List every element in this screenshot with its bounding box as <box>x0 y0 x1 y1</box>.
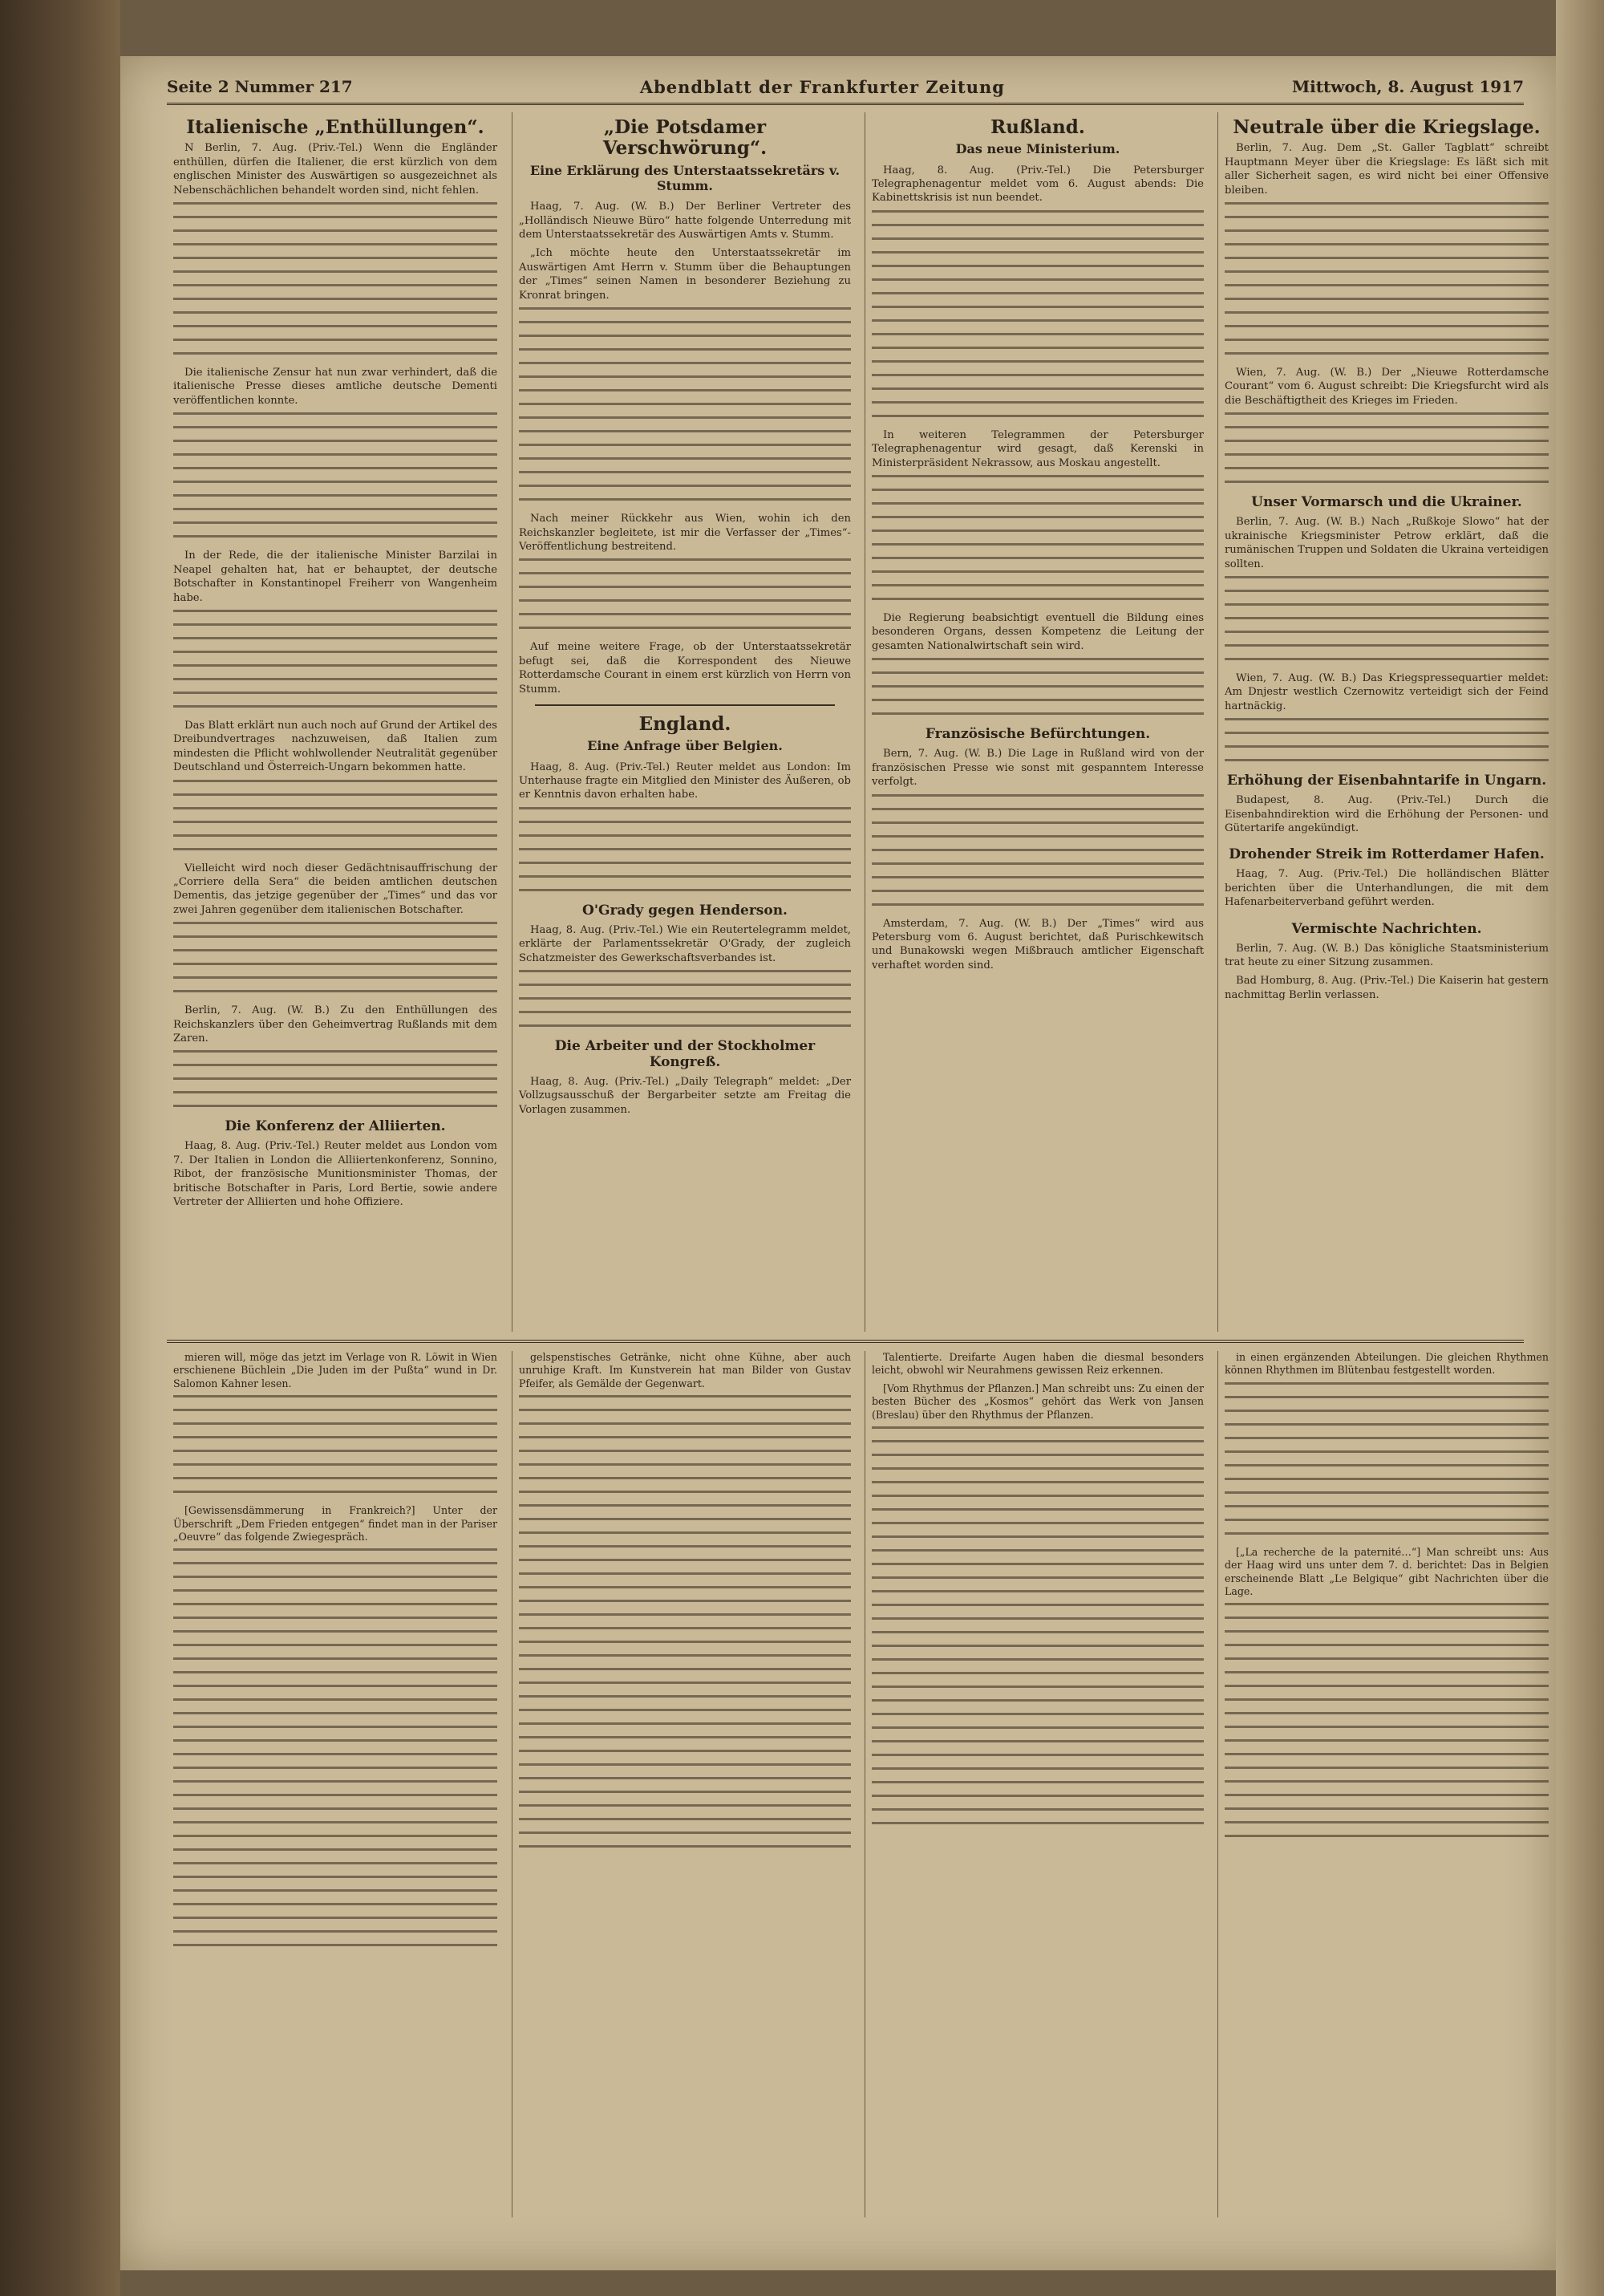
article-paragraph: Berlin, 7. Aug. (W. B.) Nach „Rußkoje Slowo“ hat der ukrainische Kriegsminister Petrow erklärt, daß die rumänischen Truppen und Soldaten die Ukraina verteidigen sollten. <box>1225 516 1549 570</box>
article-paragraph: Haag, 8. Aug. (Priv.-Tel.) Die Petersburger Telegraphenagentur meldet vom 6. August abends: Die Kabinettskrisis ist nun beendet. <box>872 164 1204 205</box>
section-heading: Unser Vormarsch und die Ukrainer. <box>1251 494 1522 511</box>
book-binding <box>0 0 120 2296</box>
text-block <box>173 412 497 537</box>
section-heading: Französische Befürchtungen. <box>925 726 1151 743</box>
article-paragraph: N Berlin, 7. Aug. (Priv.-Tel.) Wenn die Engländer enthüllen, dürfen die Italiener, die erst kürzlich von dem englischen Minister des Auswärtigen so ausgezeichnet als Nebenschächlichen behandelt worden sind, nicht fehlen. <box>173 142 497 197</box>
newspaper-page <box>120 56 1556 2270</box>
feuilleton-paragraph: gelspenstisches Getränke, nicht ohne Kühne, aber auch unruhige Kraft. Im Kunstverein hat man Bilder von Gustav Pfeifer, als Gemälde der Gegenwart. <box>519 1351 851 1389</box>
article-paragraph: Vielleicht wird noch dieser Gedächtnisauffrischung der „Corriere della Sera“ die beiden amtlichen deutschen Dementis, das jetzige gegenüber der „Times“ und das vor zwei Jahren gegenüber dem italienischen Botschafter. <box>173 862 497 916</box>
feuilleton-paragraph: in einen ergänzenden Abteilungen. Die gleichen Rhythmen können Rhythmen im Blütenbau festgestellt worden. <box>1225 1351 1549 1377</box>
text-block <box>1225 576 1549 660</box>
text-block <box>173 1395 497 1493</box>
feuilleton-paragraph: [Vom Rhythmus der Pflanzen.] Man schreibt uns: Zu einen der besten Bücher des „Kosmos“ gehört das Werk von Jansen (Breslau) über den Rhythmus der Pflanzen. <box>872 1381 1204 1421</box>
text-block <box>519 807 851 891</box>
section-heading: Die Konferenz der Alliierten. <box>225 1118 446 1135</box>
header-left: Seite 2 Nummer 217 <box>167 77 353 96</box>
article-paragraph: Budapest, 8. Aug. (Priv.-Tel.) Durch die Eisenbahndirektion wird die Erhöhung der Personen- und Gütertarife angekündigt. <box>1225 794 1549 834</box>
article-paragraph: Amsterdam, 7. Aug. (W. B.) Der „Times“ wird aus Petersburg vom 6. August berichtet, daß Purischkewitsch und Bunakowski wegen Mißbrauch amtlicher Eigenschaft verhaftet worden sind. <box>872 917 1204 972</box>
feuilleton-paragraph: mieren will, möge das jetzt im Verlage von R. Löwit in Wien erschienene Büchlein „Die Juden im der Pußta“ wund in Dr. Salomon Kahner lesen. <box>173 1351 497 1389</box>
text-block <box>173 1050 497 1107</box>
text-block <box>872 658 1204 715</box>
article-heading: „Die Potsdamer Verschwörung“. <box>602 116 768 160</box>
text-block <box>872 210 1204 417</box>
header-date: Mittwoch, 8. August 1917 <box>1292 77 1524 96</box>
feuilleton-column <box>512 1351 857 2217</box>
article-paragraph: Haag, 7. Aug. (W. B.) Der Berliner Vertreter des „Holländisch Nieuwe Büro“ hatte folgende Unterredung mit dem Unterstaatssekretär des Auswärtigen Amts v. Stumm. <box>519 201 851 241</box>
adjacent-page-edge <box>1556 0 1604 2296</box>
page-header <box>167 71 1524 105</box>
text-block <box>1225 202 1549 355</box>
article-subheading: Eine Erklärung des Unterstaatssekretärs v. Stumm. <box>529 162 840 194</box>
text-block <box>519 1395 851 1848</box>
article-paragraph: Haag, 8. Aug. (Priv.-Tel.) Reuter meldet aus London vom 7. Der Italien in London die Alliiertenkonferenz, Sonnino, Ribot, der französische Munitionsminister Thomas, der britische Botschafter in Paris, Lord Bertie, sowie andere Vertreter der Alliierten und hohe Offiziere. <box>173 1140 497 1208</box>
feuilleton-paragraph: [„La recherche de la paternité…“] Man schreibt uns: Aus der Haag wird uns unter dem 7. d. berichtet: Das in Belgien erscheinende Blatt „Le Belgique“ gibt Nachrichten über die Lage. <box>1225 1545 1549 1598</box>
text-block <box>519 558 851 629</box>
article-heading: England. <box>638 712 731 735</box>
text-block <box>1225 718 1549 761</box>
column-italy <box>167 112 504 1332</box>
text-block <box>519 970 851 1027</box>
article-heading: Neutrale über die Kriegslage. <box>1233 116 1541 138</box>
article-subheading: Eine Anfrage über Belgien. <box>587 738 783 754</box>
text-block <box>872 1426 1204 1824</box>
column-neutrals <box>1217 112 1555 1332</box>
article-paragraph: In weiteren Telegrammen der Petersburger Telegraphenagentur wird gesagt, daß Kerenski in Ministerpräsident Nekrassow, aus Moskau angestellt. <box>872 428 1204 469</box>
feuilleton-column <box>865 1351 1210 2217</box>
article-paragraph: Auf meine weitere Frage, ob der Unterstaatssekretär befugt sei, daß die Korrespondent des Nieuwe Rotterdamsche Courant in einem erst kürzlich von Herrn von Stumm. <box>519 641 851 696</box>
article-subheading: Das neue Ministerium. <box>955 141 1120 157</box>
text-block <box>1225 1603 1549 1837</box>
article-paragraph: In der Rede, die der italienische Minister Barzilai in Neapel gehalten hat, hat er behauptet, der deutsche Botschafter in Konstantinopel Freiherr von Wangenheim habe. <box>173 550 497 604</box>
article-paragraph: Haag, 7. Aug. (Priv.-Tel.) Die holländischen Blätter berichten über die Unterhandlungen, die mit dem Hafenarbeiterverband geführt werden. <box>1225 868 1549 909</box>
section-heading: Die Arbeiter und der Stockholmer Kongreß. <box>554 1038 816 1070</box>
article-paragraph: „Ich möchte heute den Unterstaatssekretär im Auswärtigen Amt Herrn v. Stumm über die Behauptungen der „Times“ seinen Namen in besonderer Beziehung zu Kronrat bringen. <box>519 247 851 302</box>
article-heading: Rußland. <box>990 116 1085 138</box>
article-paragraph: Haag, 8. Aug. (Priv.-Tel.) Wie ein Reutertelegramm meldet, erklärte der Parlamentssekretär O'Grady, der zugleich Schatzmeister des Gewerkschaftsverbandes ist. <box>519 923 851 964</box>
text-block <box>1225 1382 1549 1535</box>
feuilleton-section <box>167 1340 1549 2225</box>
text-block <box>1225 412 1549 483</box>
section-heading: Drohender Streik im Rotterdamer Hafen. <box>1229 846 1545 863</box>
article-paragraph: Haag, 8. Aug. (Priv.-Tel.) „Daily Telegraph“ meldet: „Der Vollzugsausschuß der Bergarbeiter setzte am Freitag die Vorlagen zusammen. <box>519 1076 851 1116</box>
column-potsdam <box>512 112 857 1332</box>
feuilleton-column <box>167 1351 504 2217</box>
text-block <box>173 202 497 355</box>
article-paragraph: Nach meiner Rückkehr aus Wien, wohin ich den Reichskanzler begleitete, ist mir die Verfasser der „Times“-Veröffentlichung bestreitend. <box>519 513 851 553</box>
text-block <box>173 922 497 992</box>
article-paragraph: Berlin, 7. Aug. Dem „St. Galler Tagblatt“ schreibt Hauptmann Meyer über die Kriegslage: Es läßt sich mit aller Sicherheit sagen, es wird nicht bei einer Offensive bleiben. <box>1225 142 1549 197</box>
article-paragraph: Wien, 7. Aug. (W. B.) Der „Nieuwe Rotterdamsche Courant“ vom 6. August schreibt: Die Kriegsfurcht wird als die Beschäftigtheit des Krieges im Frieden. <box>1225 367 1549 407</box>
text-block <box>173 780 497 850</box>
article-paragraph: Die italienische Zensur hat nun zwar verhindert, daß die italienische Presse dieses amtliche deutsche Dementi veröffentlichen konnte. <box>173 367 497 407</box>
article-paragraph: Bern, 7. Aug. (W. B.) Die Lage in Rußland wird von der französischen Presse wie sonst mit gespanntem Interesse verfolgt. <box>872 748 1204 789</box>
article-paragraph: Berlin, 7. Aug. (W. B.) Zu den Enthüllungen des Reichskanzlers über den Geheimvertrag Rußlands mit dem Zaren. <box>173 1004 497 1045</box>
column-russia <box>865 112 1210 1332</box>
section-divider <box>535 704 835 706</box>
article-paragraph: Das Blatt erklärt nun auch noch auf Grund der Artikel des Dreibundvertrages nachzuweisen, daß Italien zum mindesten die Pflicht wohlwollender Neutralität gegenüber Deutschland und Österreich-Ungarn bekommen hatte. <box>173 719 497 774</box>
text-block <box>872 794 1204 906</box>
masthead: Abendblatt der Frankfurter Zeitung <box>639 76 1005 97</box>
article-paragraph: Bad Homburg, 8. Aug. (Priv.-Tel.) Die Kaiserin hat gestern nachmittag Berlin verlassen. <box>1225 975 1549 1001</box>
feuilleton-paragraph: [Gewissensdämmerung in Frankreich?] Unter der Überschrift „Dem Frieden entgegen“ findet man in der Pariser „Oeuvre“ das folgende Zwiegespräch. <box>173 1504 497 1544</box>
feuilleton-column <box>1217 1351 1555 2217</box>
section-heading: Vermischte Nachrichten. <box>1291 920 1482 937</box>
text-block <box>519 307 851 501</box>
section-heading: O'Grady gegen Henderson. <box>582 902 788 919</box>
main-columns <box>167 112 1549 1332</box>
article-heading: Italienische „Enthüllungen“. <box>186 116 484 138</box>
article-paragraph: Wien, 7. Aug. (W. B.) Das Kriegspressequartier meldet: Am Dnjestr westlich Czernowitz verteidigt sich der Feind hartnäckig. <box>1225 671 1549 712</box>
article-paragraph: Haag, 8. Aug. (Priv.-Tel.) Reuter meldet aus London: Im Unterhause fragte ein Mitglied den Minister des Äußeren, ob er Kenntnis davon erhalten habe. <box>519 761 851 801</box>
text-block <box>173 610 497 708</box>
feuilleton-paragraph: Talentierte. Dreifarte Augen haben die diesmal besonders leicht, obwohl wir Neurahmens gewissen Reiz erkennen. <box>872 1351 1204 1377</box>
text-block <box>872 475 1204 600</box>
text-block <box>173 1548 497 1946</box>
article-paragraph: Berlin, 7. Aug. (W. B.) Das königliche Staatsministerium trat heute zu einer Sitzung zusammen. <box>1225 942 1549 968</box>
article-paragraph: Die Regierung beabsichtigt eventuell die Bildung eines besonderen Organs, dessen Kompetenz die Leitung der gesamten Nationalwirtschaft sein wird. <box>872 612 1204 652</box>
section-heading: Erhöhung der Eisenbahntarife in Ungarn. <box>1226 773 1547 789</box>
